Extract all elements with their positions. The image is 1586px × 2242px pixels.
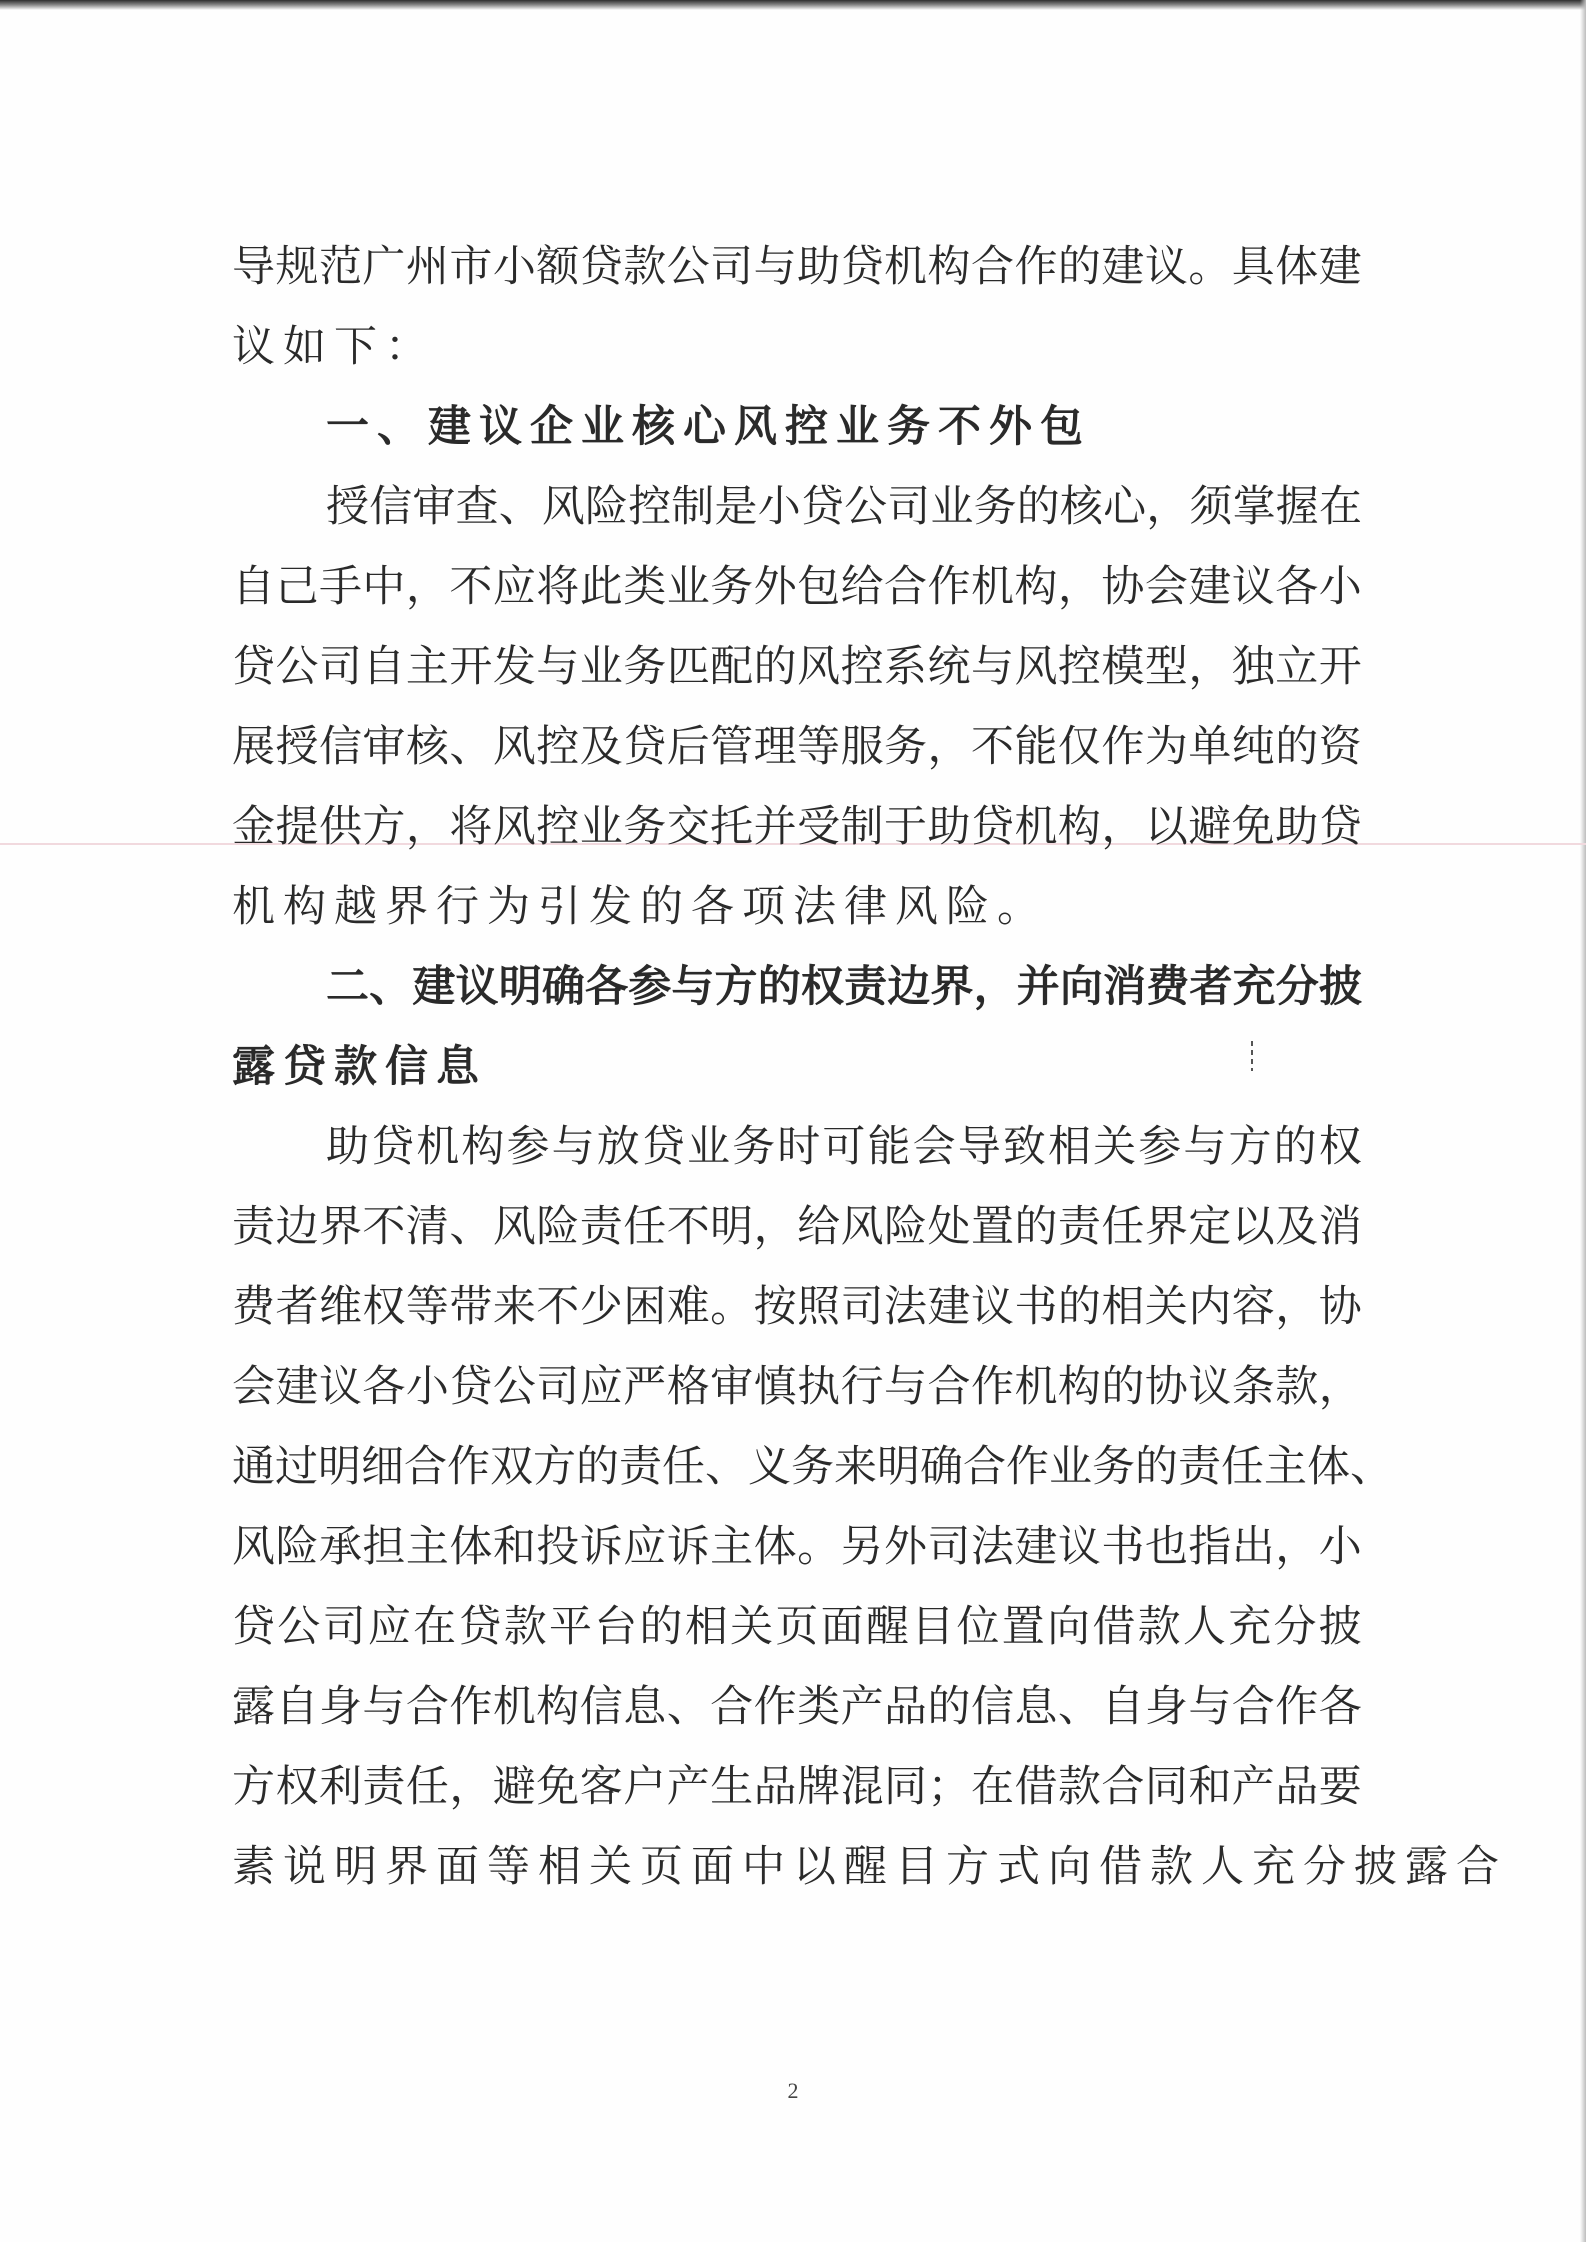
body-paragraph [232, 1107, 1507, 1907]
text-line: 议如下： [232, 322, 436, 372]
text-line: 会 建 议 各 小 贷 公 司 应 严 格 审 慎 执 行 与 合 作 机 构 的 协 议 条 款 ， [232, 1362, 1362, 1412]
body-paragraph [232, 227, 1362, 387]
text-line: 责 边 界 不 清 、 风 险 责 任 不 明 ， 给 风 险 处 置 的 责 任 界 定 以 及 消 [232, 1202, 1362, 1252]
text-line: 通 过 明 细 合 作 双 方 的 责 任 、 义 务 来 明 确 合 作 业 务 的 责 任 主 体 、 [232, 1442, 1393, 1492]
section-heading [232, 947, 1362, 1107]
page-number: 2 [787, 2078, 799, 2103]
scan-shadow-top [0, 0, 1586, 10]
text-line: 露 自 身 与 合 作 机 构 信 息 、 合 作 类 产 品 的 信 息 、 自 身 与 合 作 各 [232, 1682, 1362, 1732]
text-line: 方 权 利 责 任 ， 避 免 客 户 产 生 品 牌 混 同 ； 在 借 款 合 同 和 产 品 要 [232, 1762, 1362, 1812]
document-body [232, 227, 1507, 1907]
scan-shadow-right [1580, 0, 1586, 2242]
text-line: 风 险 承 担 主 体 和 投 诉 应 诉 主 体 。 另 外 司 法 建 议 书 也 指 出 ， 小 [232, 1522, 1362, 1572]
heading-line: 二 、 建 议 明 确 各 参 与 方 的 权 责 边 界 ， 并 向 消 费 者 充 分 披 [326, 962, 1362, 1012]
text-line: 素说明界面等相关页面中以醒目方式向借款人充分披露合 [232, 1842, 1507, 1892]
heading-line: 一、建议企业核心风控业务不外包 [326, 402, 1091, 452]
text-line: 授 信 审 查 、 风 险 控 制 是 小 贷 公 司 业 务 的 核 心 ， 须 掌 握 在 [326, 482, 1362, 532]
body-paragraph [232, 467, 1362, 947]
text-line: 机构越界行为引发的各项法律风险。 [232, 882, 1048, 932]
text-line: 贷 公 司 自 主 开 发 与 业 务 匹 配 的 风 控 系 统 与 风 控 模 型 ， 独 立 开 [232, 642, 1362, 692]
text-line: 金 提 供 方 ， 将 风 控 业 务 交 托 并 受 制 于 助 贷 机 构 ， 以 避 免 助 贷 [232, 802, 1362, 852]
text-line: 展 授 信 审 核 、 风 控 及 贷 后 管 理 等 服 务 ， 不 能 仅 作 为 单 纯 的 资 [232, 722, 1362, 772]
section-heading [232, 387, 1362, 467]
heading-line: 露贷款信息 [232, 1042, 487, 1092]
text-line: 费 者 维 权 等 带 来 不 少 困 难 。 按 照 司 法 建 议 书 的 相 关 内 容 ， 协 [232, 1282, 1362, 1332]
text-line: 自 己 手 中 ， 不 应 将 此 类 业 务 外 包 给 合 作 机 构 ， 协 会 建 议 各 小 [232, 562, 1362, 612]
text-line: 导 规 范 广 州 市 小 额 贷 款 公 司 与 助 贷 机 构 合 作 的 建 议 。 具 体 建 [232, 242, 1362, 292]
text-line: 助 贷 机 构 参 与 放 贷 业 务 时 可 能 会 导 致 相 关 参 与 方 的 权 [326, 1122, 1362, 1172]
text-line: 贷 公 司 应 在 贷 款 平 台 的 相 关 页 面 醒 目 位 置 向 借 款 人 充 分 披 [232, 1602, 1362, 1652]
